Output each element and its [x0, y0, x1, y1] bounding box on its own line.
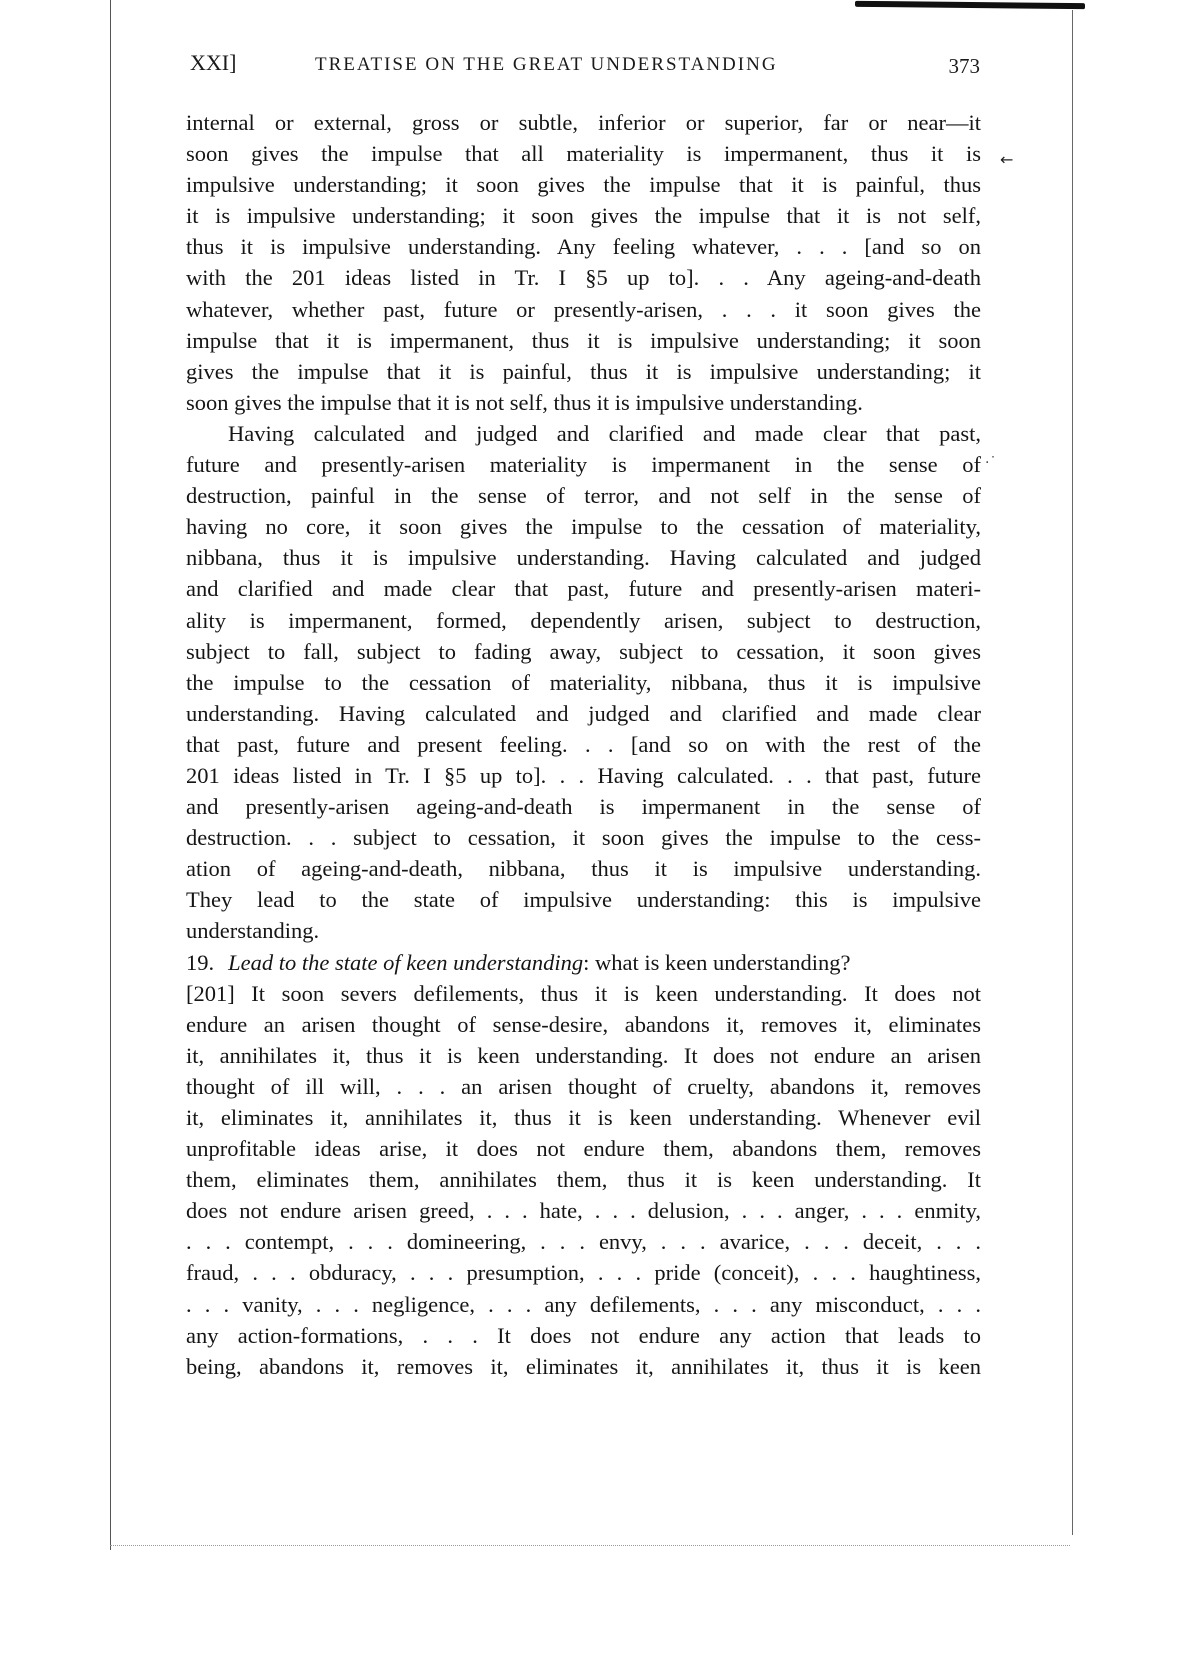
text-line: 201 ideas listed in Tr. I §5 up to]. . . Having calculated. . . that past, future	[186, 762, 981, 788]
page-scan-top-shadow	[855, 1, 1085, 9]
text-line: ality is impermanent, formed, dependently arisen, subject to destruction,	[186, 607, 981, 633]
text-line: destruction, painful in the sense of terror, and not self in the sense of	[186, 483, 981, 509]
body-text	[186, 107, 981, 1382]
margin-arrow-mark-icon: ←	[1000, 150, 1014, 169]
page-number: 373	[948, 54, 980, 78]
text-line: soon gives the impulse that it is not self, thus it is impulsive understanding.	[186, 389, 863, 415]
page-scan-left-edge	[110, 0, 111, 1550]
text-line: impulsive understanding; it soon gives the impulse that it is painful, thus	[186, 172, 981, 198]
text-line: destruction. . . subject to cessation, it soon gives the impulse to the cess-	[186, 825, 981, 851]
text-line: thus it is impulsive understanding. Any feeling whatever, . . . [and so on	[186, 234, 981, 260]
text-line: impulse that it is impermanent, thus it is impulsive understanding; it soon	[186, 327, 981, 353]
section-question: : what is keen understanding?	[583, 949, 851, 975]
section-number: 19.	[186, 949, 215, 975]
text-line: understanding.	[186, 918, 320, 944]
text-line: internal or external, gross or subtle, inferior or superior, far or near—it	[186, 110, 981, 135]
text-line: [201] It soon severs defilements, thus it is keen understanding. It does not	[186, 980, 981, 1006]
text-line: They lead to the state of impulsive understanding: this is impulsive	[186, 887, 981, 913]
text-line: understanding. Having calculated and judged and clarified and made clear	[186, 700, 981, 726]
text-line: whatever, whether past, future or presently-arisen, . . . it soon gives the	[186, 296, 981, 322]
text-line: gives the impulse that it is painful, thus it is impulsive understanding; it	[186, 358, 981, 384]
text-line: does not endure arisen greed, . . . hate, . . . delusion, . . . anger, . . . enmity,	[186, 1198, 981, 1224]
text-line: thought of ill will, . . . an arisen thought of cruelty, abandons it, removes	[186, 1073, 981, 1099]
text-line: having no core, it soon gives the impulse to the cessation of materiality,	[186, 514, 981, 540]
text-line: it is impulsive understanding; it soon gives the impulse that it is not self,	[186, 203, 981, 229]
text-line: it, annihilates it, thus it is keen understanding. It does not endure an arisen	[186, 1042, 981, 1068]
text-line: subject to fall, subject to fading away, subject to cessation, it soon gives	[186, 638, 981, 664]
chapter-marker: XXI]	[190, 50, 237, 75]
section-title: Lead to the state of keen understanding	[228, 949, 584, 975]
text-line: unprofitable ideas arise, it does not endure them, abandons them, removes	[186, 1136, 981, 1162]
section-heading-line	[186, 947, 981, 978]
text-line: . . . contempt, . . . domineering, . . . envy, . . . avarice, . . . deceit, . . .	[186, 1229, 981, 1255]
text-line: and presently-arisen ageing-and-death is impermanent in the sense of	[186, 794, 981, 820]
text-line: the impulse to the cessation of materiality, nibbana, thus it is impulsive	[186, 669, 981, 695]
text-line: endure an arisen thought of sense-desire, abandons it, removes it, eliminates	[186, 1011, 981, 1037]
text-line: them, eliminates them, annihilates them, thus it is keen understanding. It	[186, 1167, 981, 1193]
text-line: nibbana, thus it is impulsive understanding. Having calculated and judged	[186, 545, 981, 571]
text-line: and clarified and made clear that past, future and presently-arisen materi-	[186, 576, 981, 602]
text-line: Having calculated and judged and clarified and made clear that past,	[228, 420, 981, 446]
page-scan-right-edge	[1072, 10, 1073, 1535]
text-line: being, abandons it, removes it, eliminates it, annihilates it, thus it is keen	[186, 1353, 981, 1379]
margin-dot-mark: ·˙	[985, 455, 997, 471]
text-line: it, eliminates it, annihilates it, thus it is keen understanding. Whenever evil	[186, 1105, 981, 1130]
text-line: ation of ageing-and-death, nibbana, thus it is impulsive understanding.	[186, 856, 981, 882]
page-scan-bottom-edge	[110, 1545, 1070, 1546]
text-line: soon gives the impulse that all materiality is impermanent, thus it is	[186, 141, 981, 167]
text-line: . . . vanity, . . . negligence, . . . any defilements, . . . any misconduct, . . .	[186, 1291, 981, 1317]
text-line: any action-formations, . . . It does not endure any action that leads to	[186, 1322, 981, 1348]
text-line: with the 201 ideas listed in Tr. I §5 up to]. . . Any ageing-and-death	[186, 265, 981, 291]
running-title: TREATISE ON THE GREAT UNDERSTANDING	[315, 54, 778, 75]
text-line: that past, future and present feeling. . . [and so on with the rest of the	[186, 731, 981, 757]
text-line: future and presently-arisen materiality is impermanent in the sense of	[186, 452, 981, 478]
text-line: fraud, . . . obduracy, . . . presumption, . . . pride (conceit), . . . haughtiness,	[186, 1260, 981, 1286]
running-head	[190, 50, 1000, 90]
